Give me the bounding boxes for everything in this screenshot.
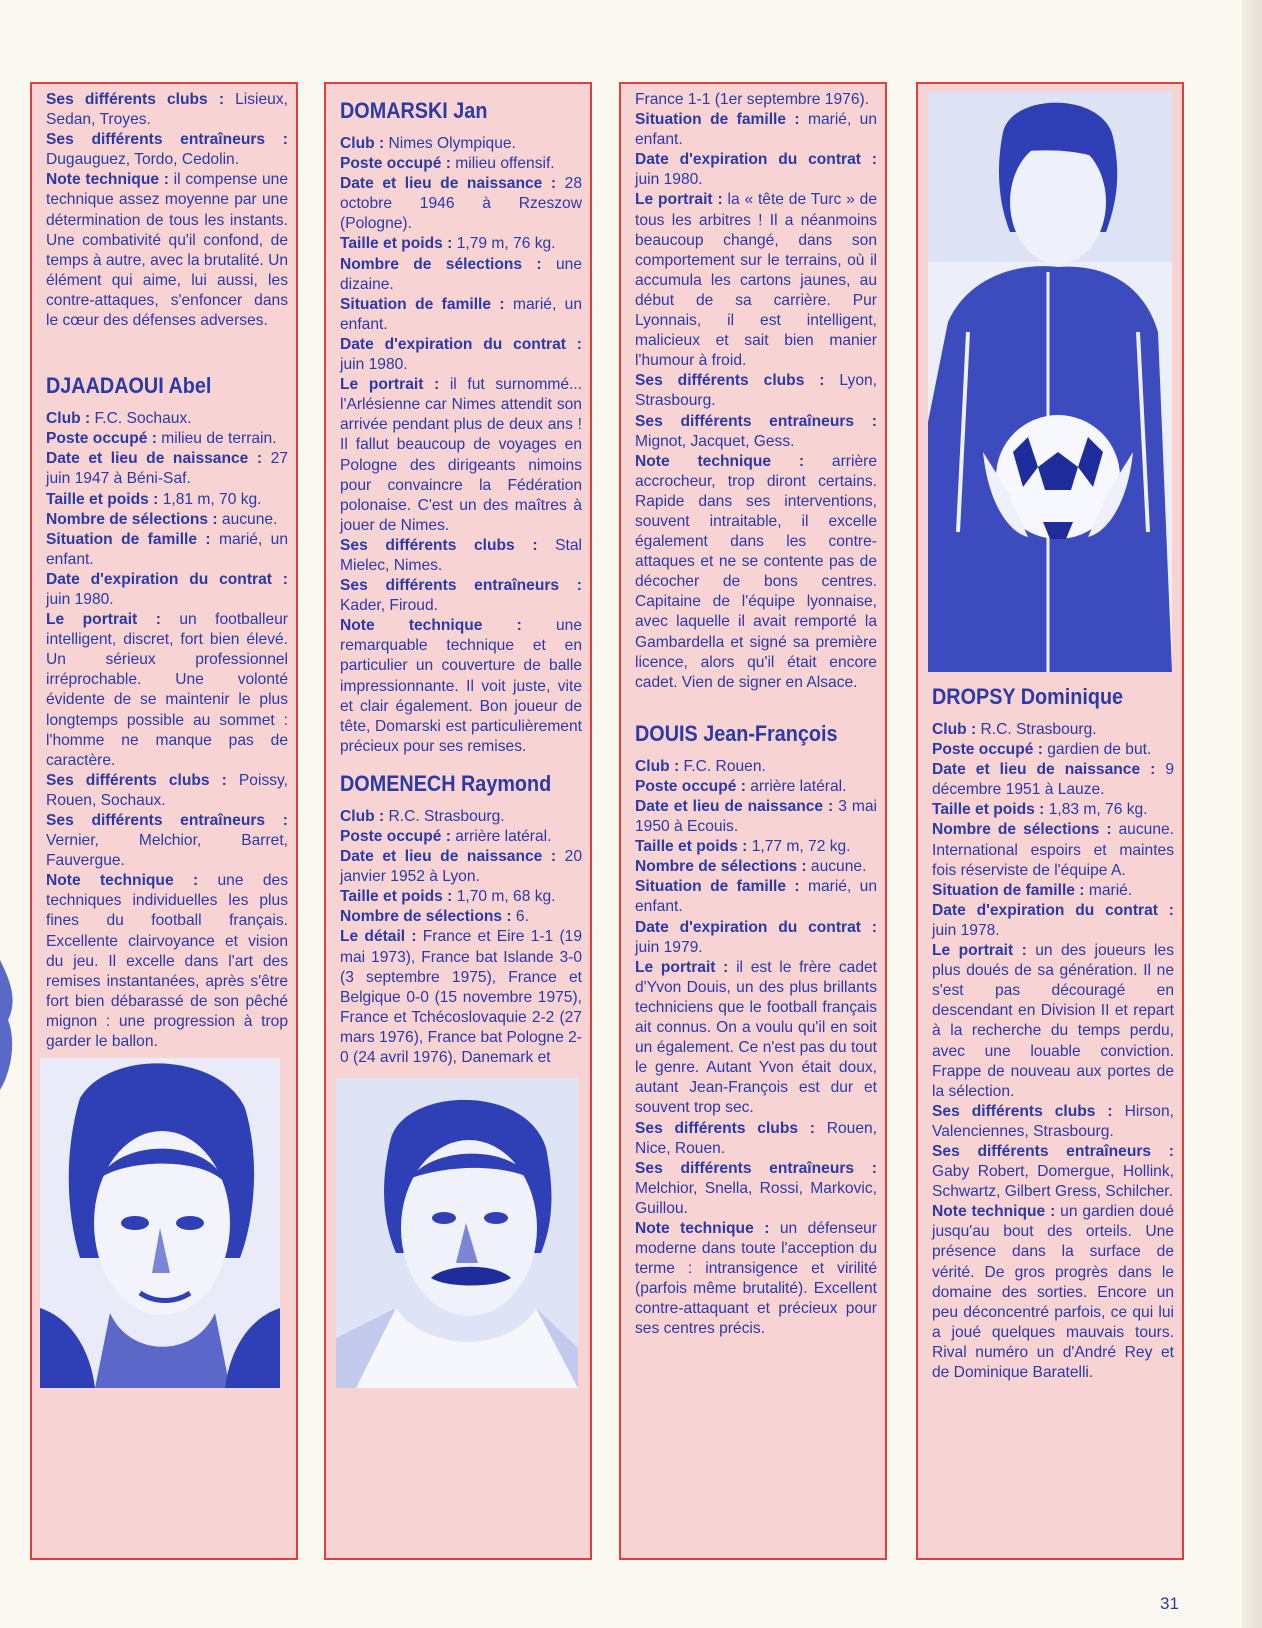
entry-text: gardien de but. [1042,741,1152,759]
entry-label: Date et lieu de naissance : [340,175,557,193]
entry-label: Le portrait : [635,958,729,976]
entry-text: marié, un enfant. [340,295,582,333]
entry-label: Note technique : [46,872,199,890]
entry-text: juin 1980. [46,590,114,608]
entry-text: F.C. Rouen. [679,757,766,775]
entry [340,907,582,927]
entry-text: juin 1980. [635,171,703,189]
entry [46,429,288,449]
entry-text: Mignot, Jacquet, Gess. [635,432,795,450]
page-number: 31 [1160,1594,1179,1613]
entry-label: Ses différents clubs : [46,771,227,789]
entry-label: Date d'expiration du contrat : [635,918,877,936]
entry [340,827,582,847]
photo-edge-fragment [0,950,22,1100]
entry [635,150,877,190]
entry-label: Situation de famille : [635,111,800,129]
entry [340,847,582,887]
player-name-domarski: DOMARSKI Jan [340,98,488,123]
entry-label: Ses différents entraîneurs : [635,412,877,430]
entry-label: Ses différents clubs : [635,1119,815,1137]
entry-text: il compense une technique assez moyenne par une détermination de tous les instants. Une combativité qu'il confond, de temps à autre, avec la brutalité. Un élément qui aime, lui aussi, les contre-attaques, s'enfoncer dans le cœur des défenses adverses. [46,171,288,330]
entry [932,1102,1174,1142]
entry-label: Ses différents clubs : [46,91,225,108]
entry [635,918,877,958]
entry-text: Melchior, Snella, Rossi, Markovic, Guillou. [635,1179,877,1217]
entry-label: Ses différents entraîneurs : [340,577,582,595]
column-4 [916,82,1184,1560]
entry-text: aucune. International espoirs et maintes fois réserviste de l'équipe A. [932,821,1175,879]
entry-text: une remarquable technique et en particulier un couverture de balle impressionnante. Il voit juste, vite et clair également. Bon joueur de tête, Domarski est particulièrement précieux pour ses remises. [340,617,582,755]
entry [46,130,288,170]
entry [46,570,288,610]
entry-label: Ses différents clubs : [340,536,538,554]
entry-text: juin 1980. [340,356,408,374]
entry-label: Ses différents clubs : [932,1102,1113,1120]
entry-text: arrière accrocheur, trop diront certains. Rapide dans ses interventions, souvent intraitable, il excelle également dans les contre-attaques et ne se contente pas de décocher de bons centres. Capitaine de l'équipe lyonnaise, avec laquelle il avait remporté la Gambardella et signé sa première licence, alors qu'il était encore cadet. Vien de signer en Alsace. [635,452,877,691]
entry-text: un footballeur intelligent, discret, fort bien élevé. Un sérieux professionnel irréprochable. Une volonté évidente de se maintenir le plus longtemps possible au sommet : l'homme ne manque pas de caractère. [46,611,288,769]
entry-text: un gardien doué jusqu'au bout des orteils. Une présence dans la surface de vérité. De gros progrès dans le domaine des sorties. Encore un peu déconcentré parfois, ce qui lui a joué quelques mauvais tours. Rival numéro un d'André Rey et de Dominique Baratelli. [932,1203,1175,1381]
entry-text: 1,83 m, 76 kg. [1044,801,1148,819]
entry-text: arrière latéral. [745,777,847,795]
entry [46,409,288,429]
entry-label: Date et lieu de naissance : [340,848,557,866]
entry [340,375,582,536]
entry-text: 1,81 m, 70 kg. [158,490,262,508]
entry-text: aucune. [806,858,867,876]
entry-label: Nombre de sélections : [46,510,218,528]
entry-text: Poissy, Rouen, Sochaux. [46,771,289,809]
entry-label: Ses différents entraîneurs : [46,812,288,829]
entry-label: Poste occupé : [340,155,451,173]
column-1 [30,82,298,1560]
photo-domenech [336,1078,578,1388]
entry-text: 28 octobre 1946 à Rzeszow (Pologne). [340,175,582,233]
entry [932,800,1174,820]
entry-text: F.C. Sochaux. [90,410,192,428]
entry-label: Taille et poids : [635,838,748,856]
entry [635,1119,877,1159]
entry-text: 27 juin 1947 à Béni-Saf. [46,450,288,488]
entry-text: arrière latéral. [450,828,552,845]
entry [340,154,582,174]
entry-text: juin 1978. [932,921,1000,939]
entry [46,530,288,570]
entry-label: Date et lieu de naissance : [46,450,263,468]
entry [932,740,1174,760]
col3-intro-text: France 1-1 (1er septembre 1976). [635,91,870,108]
entry-text: un des joueurs les plus doués de sa génération. Il ne s'est pas découragé en descendant en Division II et repart à la recherche du temps perdu, avec une louable conviction. Frappe de nouveau aux portes de la sélection. [932,942,1174,1100]
entry [635,857,877,877]
entry [340,616,582,757]
entry-label: Taille et poids : [340,235,453,253]
entry [635,371,877,411]
entry-label: Le portrait : [635,191,723,209]
entry-label: Le portrait : [46,611,161,629]
page-edge [1242,0,1262,1628]
entry-label: Poste occupé : [635,777,746,795]
entry [340,295,582,335]
entry [635,1219,877,1340]
entry-label: Taille et poids : [46,490,159,508]
entry [46,610,288,771]
entry-text: marié, un enfant. [46,530,288,568]
entry-text: R.C. Strasbourg. [384,807,505,825]
entry-text: 1,77 m, 72 kg. [747,838,851,856]
entry-text: il fut surnommé... l'Arlésienne car Nimes attendit son arrivée pendant plus de deux ans ! Il fallut beaucoup de voyages en Pologne des dirigeants nimoins pour convaincre la Fédération polonaise. C'est un des maîtres à jouer de Nimes. [340,376,583,534]
entry-label: Date d'expiration du contrat : [932,901,1174,919]
entry [932,1142,1174,1202]
entry-label: Situation de famille : [635,878,800,896]
entry-label: Situation de famille : [46,530,211,548]
entry-text: Kader, Firoud. [340,597,438,615]
entry-text: Stal Mielec, Nimes. [340,536,583,574]
entry-text: Nimes Olympique. [384,135,516,152]
entry [46,90,288,130]
entry [932,760,1174,800]
entry [932,1202,1174,1383]
entry [340,174,582,234]
entry-text: une des techniques individuelles les plus fines du football français. Excellente clairvoyance et vision du jeu. Il excelle dans l'art des remises instantanées, après s'être fort bien débarassé de son pêché mignon : une progression à trop garder le ballon. [46,872,289,1051]
photo-dropsy [928,92,1172,672]
entry-label: Club : [340,135,385,152]
entry-label: Note technique : [635,1219,770,1237]
entry-text: Rouen, Nice, Rouen. [635,1119,877,1157]
entry [932,720,1174,740]
entry-label: Taille et poids : [932,801,1045,819]
entry [46,510,288,530]
entry [340,134,582,154]
entry-label: Le détail : [340,928,417,946]
entry-label: Date d'expiration du contrat : [635,151,877,169]
entry-label: Date d'expiration du contrat : [340,335,582,353]
column-2 [324,82,592,1560]
entry-label: Note technique : [635,452,805,470]
entry-text: la « tête de Turc » de tous les arbitres ! Il a néanmoins beaucoup changé, dans son comportement sur le terrains, où il accumula les cartons jaunes, au début de sa carrière. Pur Lyonnais, il est intelligent, malicieux et sait bien manier l'humour à froid. [635,191,877,370]
entry-label: Note technique : [932,1203,1056,1221]
entry-text: Lyon, Strasbourg. [635,372,877,410]
entry-label: Club : [340,807,385,825]
entry-label: Club : [46,410,91,428]
entry-text: 1,70 m, 68 kg. [452,888,556,906]
entry-text: marié, un enfant. [635,111,877,149]
entry [340,335,582,375]
entry [932,941,1174,1102]
player-name-dropsy: DROPSY Dominique [932,684,1124,709]
entry-label: Nombre de sélections : [635,858,807,876]
entry [340,927,582,1068]
col4-entries [932,720,1174,1383]
entry-label: Le portrait : [340,376,440,394]
player-name-douis: DOUIS Jean-François [635,720,838,746]
photo-djaadaoui [40,1058,280,1388]
entry [635,412,877,452]
entry [340,576,582,616]
entry [340,255,582,295]
entry-text: Vernier, Melchior, Barret, Fauvergue. [46,832,288,870]
entry-label: Note technique : [340,617,522,635]
entry-label: Nombre de sélections : [340,908,512,926]
entry [340,807,582,827]
entry [46,811,288,871]
entry [635,837,877,857]
player-name-domenech: DOMENECH Raymond [340,770,552,796]
col2-entries-2 [340,807,582,1068]
entry [46,449,288,489]
entry-text: 20 janvier 1952 à Lyon. [340,848,582,886]
entry-label: Date d'expiration du contrat : [46,570,288,588]
entry [635,777,877,797]
entry-label: Date et lieu de naissance : [932,761,1156,779]
col3-entries [635,757,877,1340]
entry [635,1159,877,1219]
entry-label: Taille et poids : [340,888,453,906]
entry-text: Lisieux, Sedan, Troyes. [46,91,288,129]
entry-label: Date et lieu de naissance : [635,798,834,815]
col2-entries [340,134,582,757]
entry-label: Ses différents entraîneurs : [46,131,288,149]
column-3 [619,82,887,1560]
entry-label: Le portrait : [932,942,1027,960]
entry-label: Note technique : [46,171,169,189]
entry-label: Poste occupé : [932,741,1043,759]
entry-text: Dugauguez, Tordo, Cedolin. [46,151,240,169]
entry [46,871,288,1052]
entry [340,887,582,907]
entry [46,490,288,510]
entry [635,877,877,917]
entry [635,958,877,1119]
entry-label: Nombre de sélections : [340,255,542,273]
entry-text: France et Eire 1-1 (19 mai 1973), France bat Islande 3-0 (3 septembre 1975), France et Belgique 0-0 (15 novembre 1975), France et Tchécoslovaquie 2-2 (27 mars 1976), France bat Pologne 2-0 (24 avril 1976), Danemark et [340,928,582,1067]
entry-text: Hirson, Valenciennes, Strasbourg. [932,1102,1174,1140]
entry [635,110,877,150]
entry [46,170,288,331]
entry [635,757,877,777]
player-name-djaadaoui: DJAADAOUI Abel [46,373,212,399]
entry [340,536,582,576]
entry [340,234,582,254]
col1-entries [46,409,288,1052]
entry-label: Ses différents entraîneurs : [635,1159,877,1177]
entry [635,797,877,837]
entry [932,881,1174,901]
entry-label: Poste occupé : [46,430,157,448]
entry-text: un défenseur moderne dans toute l'acception du terme : intransigence et virilité (parfois même brutalité). Excellent contre-attaquant et précieux pour ses centres précis. [635,1219,877,1338]
entry-text: marié, un enfant. [635,878,877,916]
entry-text: milieu de terrain. [156,430,277,448]
entry [932,820,1174,880]
entry-text: 9 décembre 1951 à Lauze. [932,761,1174,799]
entry-label: Nombre de sélections : [932,821,1112,839]
entry-label: Ses différents entraîneurs : [932,1142,1174,1160]
entry-text: 1,79 m, 76 kg. [452,235,556,253]
col3-intro-entries [635,110,877,693]
entry-text: 6. [511,908,529,926]
entry-label: Situation de famille : [932,881,1085,899]
entry-label: Poste occupé : [340,828,451,845]
entry [932,901,1174,941]
entry-text: 3 mai 1950 à Ecouis. [635,798,878,836]
entry-text: aucune. [217,510,278,528]
entry-text: milieu offensif. [450,155,555,173]
entry-label: Ses différents clubs : [635,372,825,390]
entry-text: juin 1979. [635,938,703,956]
entry-label: Club : [932,721,977,738]
entry [635,452,877,693]
entry [635,190,877,371]
entry-label: Club : [635,757,680,775]
entry-text: Gaby Robert, Domergue, Hollink, Schwartz, Gilbert Gress, Schilcher. [932,1163,1174,1201]
entry-text: marié. [1084,881,1133,899]
entry [46,771,288,811]
entry-text: il est le frère cadet d'Yvon Douis, un des plus brillants techniciens que le football français ait connus. On a voulu qu'il en soit un également. Ce n'est pas du tout le genre. Autant Yvon était doux, autant Jean-François est dur et souvent trop sec. [635,958,877,1117]
entry-text: R.C. Strasbourg. [976,721,1097,738]
entry-text: une dizaine. [340,255,582,293]
entry-label: Situation de famille : [340,295,505,313]
col1-intro [46,90,288,331]
